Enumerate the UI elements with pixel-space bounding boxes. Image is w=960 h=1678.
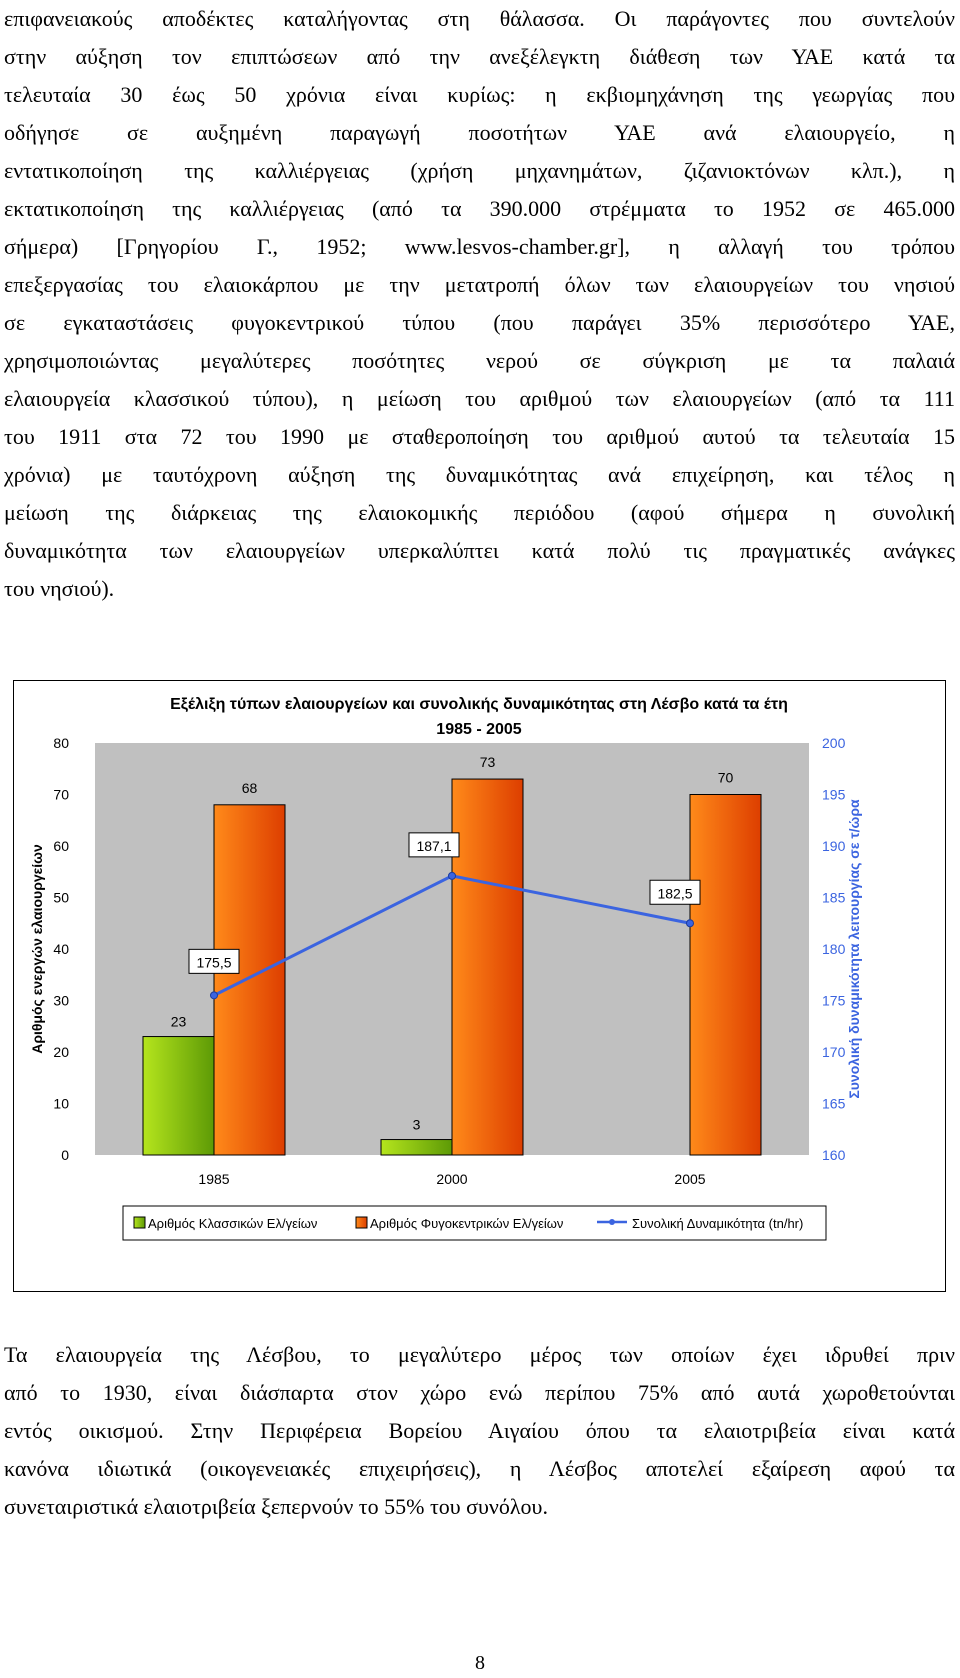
y-tick-label: 10 — [53, 1095, 69, 1112]
paragraph-top — [4, 0, 955, 608]
y2-axis-title: Συνολική δυναμικότητα λειτουργίας σε τ/ώρα — [846, 799, 862, 1099]
text-line: συνεταιριστικά ελαιοτριβεία ξεπερνούν το 55% του συνόλου. — [4, 1494, 548, 1519]
text-line: σήμερα) [Γρηγορίου Γ., 1952; www.lesvos-chamber.gr], η αλλαγή του τρόπου — [4, 234, 955, 259]
text-line: κανόνα ιδιωτικά (οικογενειακές επιχειρήσεις), η Λέσβος αποτελεί εξαίρεση αφού τα — [4, 1456, 955, 1481]
legend-swatch — [356, 1217, 367, 1228]
chart-svg — [14, 681, 945, 1291]
text-line: του νησιού). — [4, 576, 115, 601]
text-line: μείωση της διάρκειας της ελαιοκομικής περιόδου (αφού σήμερα η συνολική — [4, 500, 955, 525]
legend-label: Αριθμός Κλασσικών Ελ/γείων — [148, 1216, 318, 1231]
y-axis-title: Αριθμός ενεργών ελαιουργείων — [29, 844, 45, 1054]
text-line: του 1911 στα 72 του 1990 με σταθεροποίηση του αριθμού αυτού τα τελευταία 15 — [4, 424, 955, 449]
bar-data-label: 23 — [170, 1013, 187, 1030]
y-tick-label: 40 — [53, 941, 69, 957]
y2-tick-label: 190 — [822, 838, 846, 854]
paragraph-bottom — [4, 1336, 955, 1526]
bar-data-label: 70 — [717, 769, 734, 786]
line-point — [211, 992, 218, 999]
y2-tick-label: 160 — [822, 1147, 846, 1163]
text-line: οδήγησε σε αυξημένη παραγωγή ποσοτήτων ΥΑΕ ανά ελαιουργείο, η — [4, 120, 955, 145]
chart — [13, 680, 946, 1292]
y-tick-label: 0 — [61, 1147, 69, 1163]
y-tick-label: 70 — [53, 786, 69, 803]
x-tick-label: 1985 — [198, 1171, 230, 1187]
y2-tick-label: 200 — [822, 735, 846, 751]
chart-title-line: 1985 - 2005 — [436, 721, 522, 738]
text-line: επεξεργασίας του ελαιοκάρπου με την μετατροπή όλων των ελαιουργείων του νησιού — [4, 272, 955, 297]
y-tick-label: 60 — [53, 838, 69, 854]
bar-centrifugal — [690, 795, 761, 1156]
y2-tick-label: 195 — [822, 786, 846, 803]
y-tick-label: 50 — [53, 889, 69, 906]
legend-label: Συνολική Δυναμικότητα (tn/hr) — [632, 1216, 804, 1231]
line-data-label: 182,5 — [657, 885, 693, 902]
text-line: σε εγκαταστάσεις φυγοκεντρικού τύπου (που παράγει 35% περισσότερο ΥΑΕ, — [4, 310, 955, 335]
chart-title-line: Εξέλιξη τύπων ελαιουργείων και συνολικής δυναμικότητας στη Λέσβο κατά τα έτη — [170, 696, 788, 713]
bar-centrifugal — [452, 779, 523, 1155]
line-point — [687, 920, 694, 927]
y2-tick-label: 185 — [822, 889, 846, 906]
text-line: από το 1930, είναι διάσπαρτα στον χώρο ενώ περίπου 75% από αυτά χωροθετούνται — [4, 1380, 955, 1405]
text-line: χρόνια) με ταυτόχρονη αύξηση της δυναμικότητας ανά επιχείρηση, και τέλος η — [4, 462, 955, 487]
x-tick-label: 2000 — [436, 1171, 468, 1187]
text-line: επιφανειακούς αποδέκτες καταλήγοντας στη θάλασσα. Οι παράγοντες που συντελούν — [4, 6, 955, 31]
text-line: εντός οικισμού. Στην Περιφέρεια Βορείου Αιγαίου όπου τα ελαιοτριβεία είναι κατά — [4, 1418, 955, 1443]
legend-marker — [609, 1219, 615, 1225]
y2-tick-label: 175 — [822, 992, 846, 1009]
bar-classic — [143, 1037, 214, 1155]
y2-tick-label: 180 — [822, 941, 846, 957]
y2-tick-label: 165 — [822, 1095, 846, 1112]
text-line: τελευταία 30 έως 50 χρόνια είναι κυρίως: η εκβιομηχάνηση της γεωργίας που — [4, 82, 955, 107]
y2-tick-label: 170 — [822, 1044, 846, 1060]
text-line: εντατικοποίηση της καλλιέργειας (χρήση μηχανημάτων, ζιζανιοκτόνων κλπ.), η — [4, 158, 955, 183]
bar-classic — [381, 1140, 452, 1155]
line-data-label: 187,1 — [416, 837, 452, 854]
bar-centrifugal — [214, 805, 285, 1155]
text-line: χρησιμοποιώντας μεγαλύτερες ποσότητες νερού σε σύγκριση με τα παλαιά — [4, 348, 955, 373]
bar-data-label: 3 — [412, 1116, 421, 1133]
text-line: δυναμικότητα των ελαιουργείων υπερκαλύπτει κατά πολύ τις πραγματικές ανάγκες — [4, 538, 955, 563]
page-number: 8 — [475, 1652, 485, 1674]
line-point — [449, 872, 456, 879]
text-line: ελαιουργεία κλασσικού τύπου), η μείωση του αριθμού των ελαιουργείων (από τα 111 — [4, 386, 955, 411]
legend-label: Αριθμός Φυγοκεντρικών Ελ/γείων — [370, 1216, 564, 1231]
bar-data-label: 73 — [479, 754, 496, 771]
legend-swatch — [134, 1217, 145, 1228]
text-line: Τα ελαιουργεία της Λέσβου, το μεγαλύτερο μέρος των οποίων έχει ιδρυθεί πριν — [4, 1342, 955, 1367]
y-tick-label: 30 — [53, 992, 69, 1009]
x-tick-label: 2005 — [674, 1171, 706, 1187]
text-line: εκτατικοποίηση της καλλιέργειας (από τα 390.000 στρέμματα το 1952 σε 465.000 — [4, 196, 955, 221]
text-line: στην αύξηση τον επιπτώσεων από την ανεξέλεγκτη διάθεση των ΥΑΕ κατά τα — [4, 44, 955, 69]
bar-data-label: 68 — [241, 779, 258, 796]
line-data-label: 175,5 — [196, 954, 232, 971]
y-tick-label: 20 — [53, 1044, 69, 1060]
y-tick-label: 80 — [53, 735, 69, 751]
